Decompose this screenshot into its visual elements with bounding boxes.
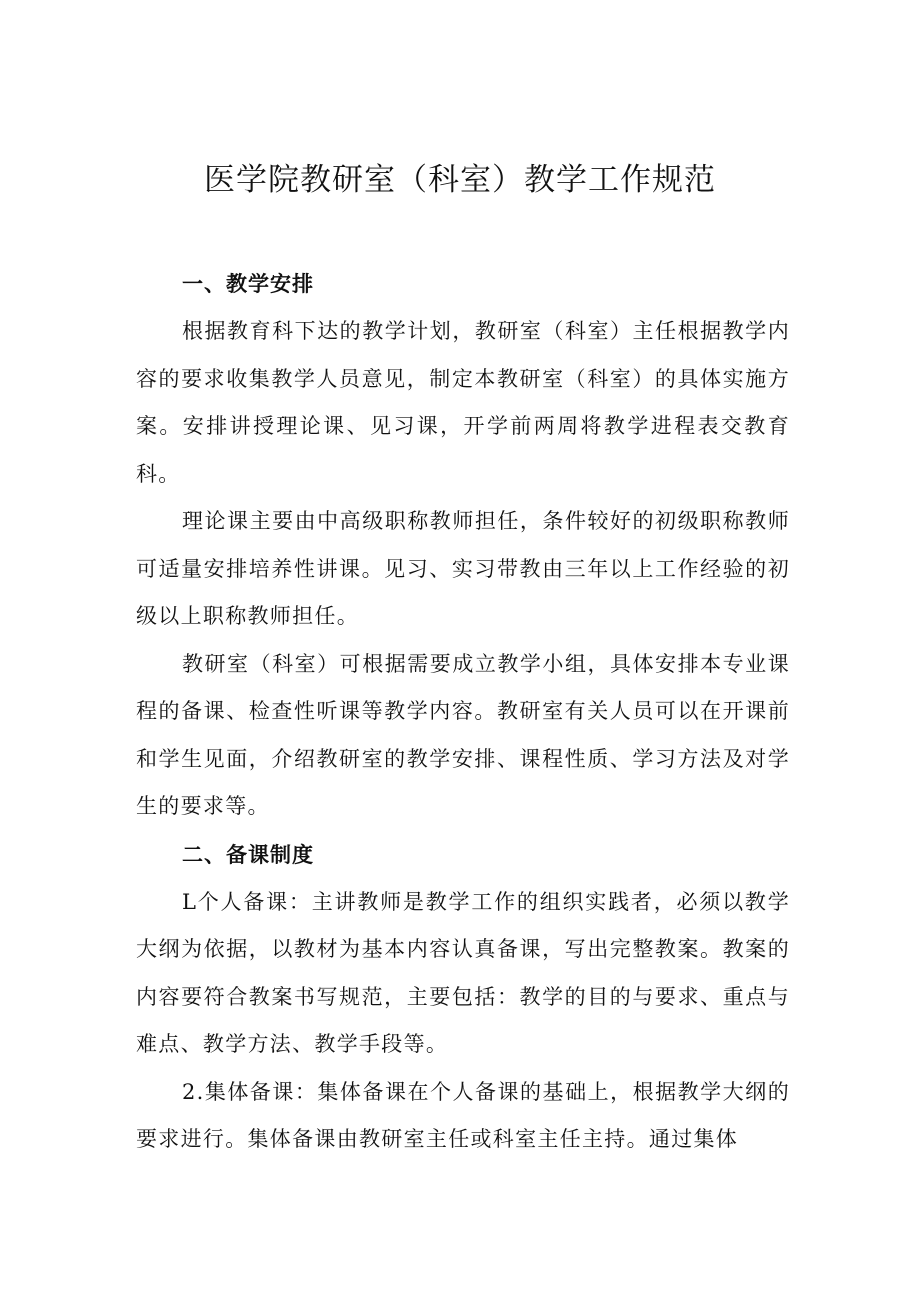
document-body <box>136 260 790 1164</box>
document-title: 医学院教研室（科室）教学工作规范 <box>204 162 716 198</box>
section-heading-lesson-preparation: 二、备课制度 <box>182 842 314 867</box>
section-heading-teaching-arrangement: 一、教学安排 <box>182 272 314 296</box>
paragraph: 2.集体备课：集体备课在个人备课的基础上，根据教学大纲的要求进行。集体备课由教研室主任或科室主任主持。通过集体 <box>136 1079 790 1151</box>
paragraph: 教研室（科室）可根据需要成立教学小组，具体安排本专业课程的备课、检查性听课等教学内容。教研室有关人员可以在开课前和学生见面，介绍教研室的教学安排、课程性质、学习方法及对学生的要求等。 <box>136 651 790 818</box>
paragraph: 理论课主要由中高级职称教师担任，条件较好的初级职称教师可适量安排培养性讲课。见习、实习带教由三年以上工作经验的初级以上职称教师担任。 <box>136 509 790 628</box>
paragraph: L个人备课：主讲教师是教学工作的组织实践者，必须以教学大纲为依据，以教材为基本内容认真备课，写出完整教案。教案的内容要符合教案书写规范，主要包括：教学的目的与要求、重点与难点、教学方法、教学手段等。 <box>136 889 790 1056</box>
paragraph: 根据教育科下达的教学计划，教研室（科室）主任根据教学内容的要求收集教学人员意见，制定本教研室（科室）的具体实施方案。安排讲授理论课、见习课，开学前两周将教学进程表交教育科。 <box>136 319 790 486</box>
